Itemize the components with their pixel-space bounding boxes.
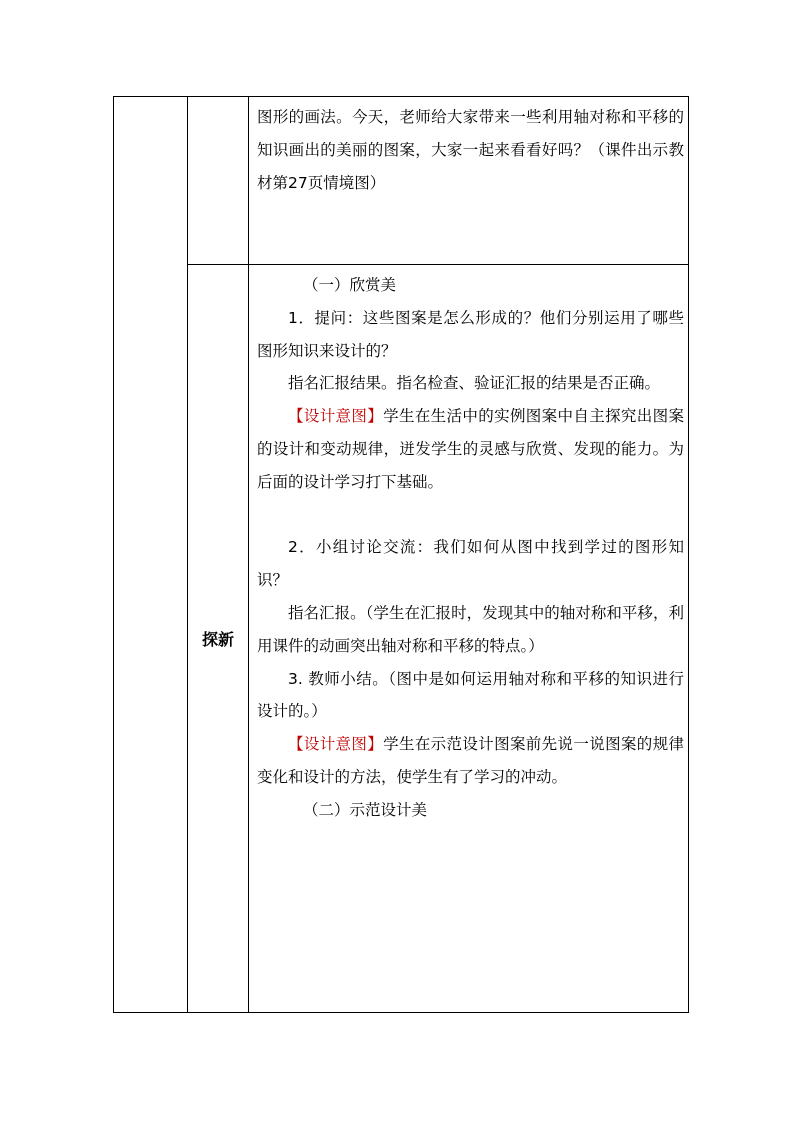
- question-1-answer: 指名汇报结果。指名检查、验证汇报的结果是否正确。: [288, 374, 661, 393]
- question-1: 1．提问：这些图案是怎么形成的？他们分别运用了哪些图形知识来设计的？: [257, 308, 684, 360]
- intro-content-cell: [249, 97, 689, 265]
- lesson-plan-table: [113, 96, 689, 1013]
- intro-text: 图形的画法。今天，老师给大家带来一些利用轴对称和平移的知识画出的美丽的图案，大家一起来看看好吗？（课件出示教材第27页情境图）: [257, 108, 684, 192]
- stage-label-explore: 探新: [188, 265, 249, 1013]
- design-intent-1: [257, 400, 684, 498]
- question-2: 2．小组讨论交流：我们如何从图中找到学过的图形知识？: [257, 538, 684, 590]
- question-2-answer: 指名汇报。（学生在汇报时，发现其中的轴对称和平移，利用课件的动画突出轴对称和平移的特点。）: [257, 603, 684, 655]
- heading-demo-design: （二）示范设计美: [303, 800, 428, 819]
- design-intent-text: 学生在示范设计图案前先说一说图案的规律变化和设计的方法，使学生有了学习的冲动。: [257, 735, 684, 786]
- intro-row: [114, 97, 689, 265]
- explore-row: [114, 265, 689, 1013]
- design-intent-tag: 【设计意图】: [288, 407, 384, 426]
- intro-label-cell: [188, 97, 249, 265]
- phase-cell: [114, 97, 188, 1013]
- design-intent-2: [257, 728, 684, 794]
- explore-content-cell: [249, 265, 689, 1013]
- question-3: 3. 教师小结。（图中是如何运用轴对称和平移的知识进行设计的。）: [257, 669, 684, 721]
- spacer: [257, 499, 684, 532]
- design-intent-tag: 【设计意图】: [288, 735, 384, 754]
- design-intent-text: 学生在生活中的实例图案中自主探究出图案的设计和变动规律，迸发学生的灵感与欣赏、发现的能力。为后面的设计学习打下基础。: [257, 407, 684, 491]
- heading-appreciate: （一）欣赏美: [303, 276, 397, 294]
